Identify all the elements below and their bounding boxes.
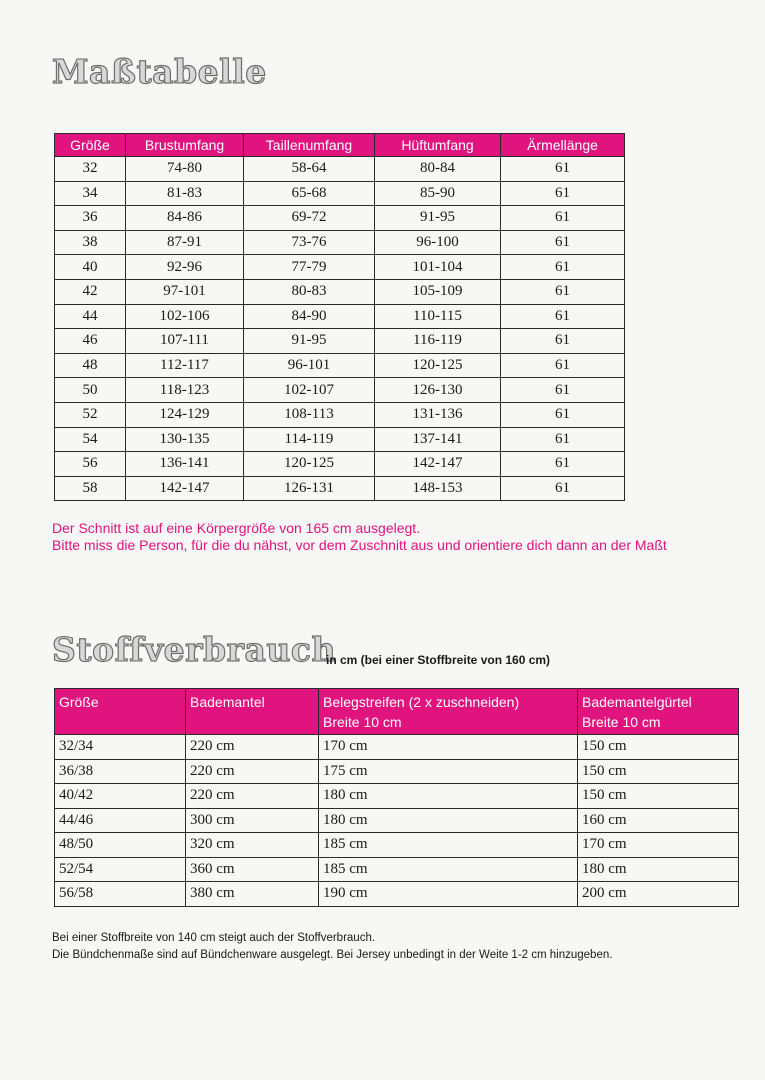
table-cell: 360 cm <box>186 857 319 882</box>
table-cell: 124-129 <box>126 402 244 427</box>
cuff-note: Die Bündchenmaße sind auf Bündchenware ausgelegt. Bei Jersey unbedingt in der Weite 1-2 cm hinzugeben. <box>52 949 613 961</box>
table-cell: 61 <box>501 402 625 427</box>
table-cell: 84-86 <box>126 206 244 231</box>
table-cell: 73-76 <box>244 230 375 255</box>
table-row <box>55 808 739 833</box>
table-cell: 61 <box>501 452 625 477</box>
table-cell: 108-113 <box>244 402 375 427</box>
table-cell: 44 <box>55 304 126 329</box>
table-cell: 74-80 <box>126 157 244 182</box>
table-cell: 91-95 <box>375 206 501 231</box>
table-cell: 120-125 <box>375 353 501 378</box>
table-row <box>55 735 739 760</box>
table-cell: 180 cm <box>319 808 578 833</box>
table-cell: 61 <box>501 230 625 255</box>
table-row <box>55 255 625 280</box>
table-row <box>55 882 739 907</box>
table-cell: 61 <box>501 255 625 280</box>
table-cell: 114-119 <box>244 427 375 452</box>
table-cell: 61 <box>501 427 625 452</box>
table-cell: 200 cm <box>578 882 739 907</box>
header-belegstreifen <box>319 689 578 735</box>
table-cell: 58-64 <box>244 157 375 182</box>
table-cell: 101-104 <box>375 255 501 280</box>
header-line: Größe <box>59 694 99 710</box>
table-row <box>55 206 625 231</box>
table-cell: 48/50 <box>55 833 186 858</box>
table-cell: 380 cm <box>186 882 319 907</box>
table-cell: 118-123 <box>126 378 244 403</box>
table-cell: 91-95 <box>244 329 375 354</box>
table-cell: 131-136 <box>375 402 501 427</box>
table-cell: 56/58 <box>55 882 186 907</box>
table-row <box>55 304 625 329</box>
table-cell: 220 cm <box>186 784 319 809</box>
header-line: Bademantelgürtel <box>582 694 692 710</box>
measure-instruction-note: Bitte miss die Person, für die du nähst, vor dem Zuschnitt aus und orientiere dich dann an der Maßt <box>52 537 667 553</box>
table-cell: 110-115 <box>375 304 501 329</box>
table-row <box>55 230 625 255</box>
table-cell: 136-141 <box>126 452 244 477</box>
table-cell: 61 <box>501 476 625 501</box>
table-cell: 92-96 <box>126 255 244 280</box>
table-cell: 320 cm <box>186 833 319 858</box>
header-brustumfang: Brustumfang <box>126 134 244 157</box>
fabric-usage-title: Stoffverbrauch <box>52 630 336 669</box>
table-cell: 105-109 <box>375 279 501 304</box>
header-line: Breite 10 cm <box>323 714 402 730</box>
table-cell: 56 <box>55 452 126 477</box>
table-cell: 150 cm <box>578 735 739 760</box>
table-cell: 142-147 <box>126 476 244 501</box>
table-cell: 112-117 <box>126 353 244 378</box>
table-cell: 185 cm <box>319 833 578 858</box>
table-cell: 96-101 <box>244 353 375 378</box>
table-cell: 170 cm <box>578 833 739 858</box>
table-row <box>55 452 625 477</box>
header-aermellaenge: Ärmellänge <box>501 134 625 157</box>
table-cell: 97-101 <box>126 279 244 304</box>
table-cell: 300 cm <box>186 808 319 833</box>
table-cell: 116-119 <box>375 329 501 354</box>
table-cell: 61 <box>501 329 625 354</box>
table-cell: 61 <box>501 181 625 206</box>
table-cell: 190 cm <box>319 882 578 907</box>
table-cell: 150 cm <box>578 759 739 784</box>
table-cell: 36/38 <box>55 759 186 784</box>
header-bademantel <box>186 689 319 735</box>
table-cell: 137-141 <box>375 427 501 452</box>
table-cell: 175 cm <box>319 759 578 784</box>
table-cell: 65-68 <box>244 181 375 206</box>
size-chart-header-row <box>55 134 625 157</box>
table-row <box>55 329 625 354</box>
table-cell: 142-147 <box>375 452 501 477</box>
table-cell: 85-90 <box>375 181 501 206</box>
table-row <box>55 759 739 784</box>
fabric-header-row <box>55 689 739 735</box>
table-cell: 87-91 <box>126 230 244 255</box>
table-cell: 48 <box>55 353 126 378</box>
table-cell: 180 cm <box>319 784 578 809</box>
table-row <box>55 402 625 427</box>
table-cell: 81-83 <box>126 181 244 206</box>
table-cell: 44/46 <box>55 808 186 833</box>
table-cell: 130-135 <box>126 427 244 452</box>
table-cell: 38 <box>55 230 126 255</box>
table-row <box>55 378 625 403</box>
table-cell: 46 <box>55 329 126 354</box>
header-line: Belegstreifen (2 x zuschneiden) <box>323 694 520 710</box>
header-guertel <box>578 689 739 735</box>
table-cell: 58 <box>55 476 126 501</box>
table-cell: 170 cm <box>319 735 578 760</box>
table-row <box>55 857 739 882</box>
table-cell: 148-153 <box>375 476 501 501</box>
header-groesse <box>55 689 186 735</box>
table-cell: 77-79 <box>244 255 375 280</box>
fabric-usage-subtitle: in cm (bei einer Stoffbreite von 160 cm) <box>326 653 551 667</box>
table-cell: 50 <box>55 378 126 403</box>
table-cell: 126-130 <box>375 378 501 403</box>
table-row <box>55 833 739 858</box>
table-cell: 32/34 <box>55 735 186 760</box>
table-cell: 220 cm <box>186 759 319 784</box>
table-cell: 102-106 <box>126 304 244 329</box>
table-cell: 80-84 <box>375 157 501 182</box>
header-line: Bademantel <box>190 694 265 710</box>
table-cell: 220 cm <box>186 735 319 760</box>
table-cell: 42 <box>55 279 126 304</box>
table-cell: 40 <box>55 255 126 280</box>
table-cell: 102-107 <box>244 378 375 403</box>
table-cell: 34 <box>55 181 126 206</box>
table-row <box>55 353 625 378</box>
table-cell: 52 <box>55 402 126 427</box>
table-cell: 126-131 <box>244 476 375 501</box>
table-cell: 180 cm <box>578 857 739 882</box>
table-cell: 80-83 <box>244 279 375 304</box>
table-row <box>55 157 625 182</box>
table-cell: 120-125 <box>244 452 375 477</box>
table-cell: 61 <box>501 279 625 304</box>
table-cell: 84-90 <box>244 304 375 329</box>
table-row <box>55 427 625 452</box>
table-cell: 61 <box>501 378 625 403</box>
size-chart-table <box>54 133 625 501</box>
table-cell: 150 cm <box>578 784 739 809</box>
fabric-usage-table <box>54 688 739 907</box>
table-row <box>55 476 625 501</box>
header-groesse: Größe <box>55 134 126 157</box>
table-cell: 185 cm <box>319 857 578 882</box>
table-cell: 54 <box>55 427 126 452</box>
table-cell: 40/42 <box>55 784 186 809</box>
table-cell: 61 <box>501 353 625 378</box>
table-cell: 61 <box>501 304 625 329</box>
header-taillenumfang: Taillenumfang <box>244 134 375 157</box>
table-row <box>55 784 739 809</box>
table-cell: 107-111 <box>126 329 244 354</box>
fabric-width-note: Bei einer Stoffbreite von 140 cm steigt auch der Stoffverbrauch. <box>52 932 376 944</box>
table-cell: 36 <box>55 206 126 231</box>
table-row <box>55 279 625 304</box>
body-height-note: Der Schnitt ist auf eine Körpergröße von 165 cm ausgelegt. <box>52 520 421 536</box>
table-cell: 32 <box>55 157 126 182</box>
header-hueftumfang: Hüftumfang <box>375 134 501 157</box>
table-cell: 69-72 <box>244 206 375 231</box>
table-cell: 61 <box>501 157 625 182</box>
table-cell: 160 cm <box>578 808 739 833</box>
size-chart-title: Maßtabelle <box>52 52 267 91</box>
table-row <box>55 181 625 206</box>
header-line: Breite 10 cm <box>582 714 661 730</box>
table-cell: 61 <box>501 206 625 231</box>
table-cell: 96-100 <box>375 230 501 255</box>
table-cell: 52/54 <box>55 857 186 882</box>
